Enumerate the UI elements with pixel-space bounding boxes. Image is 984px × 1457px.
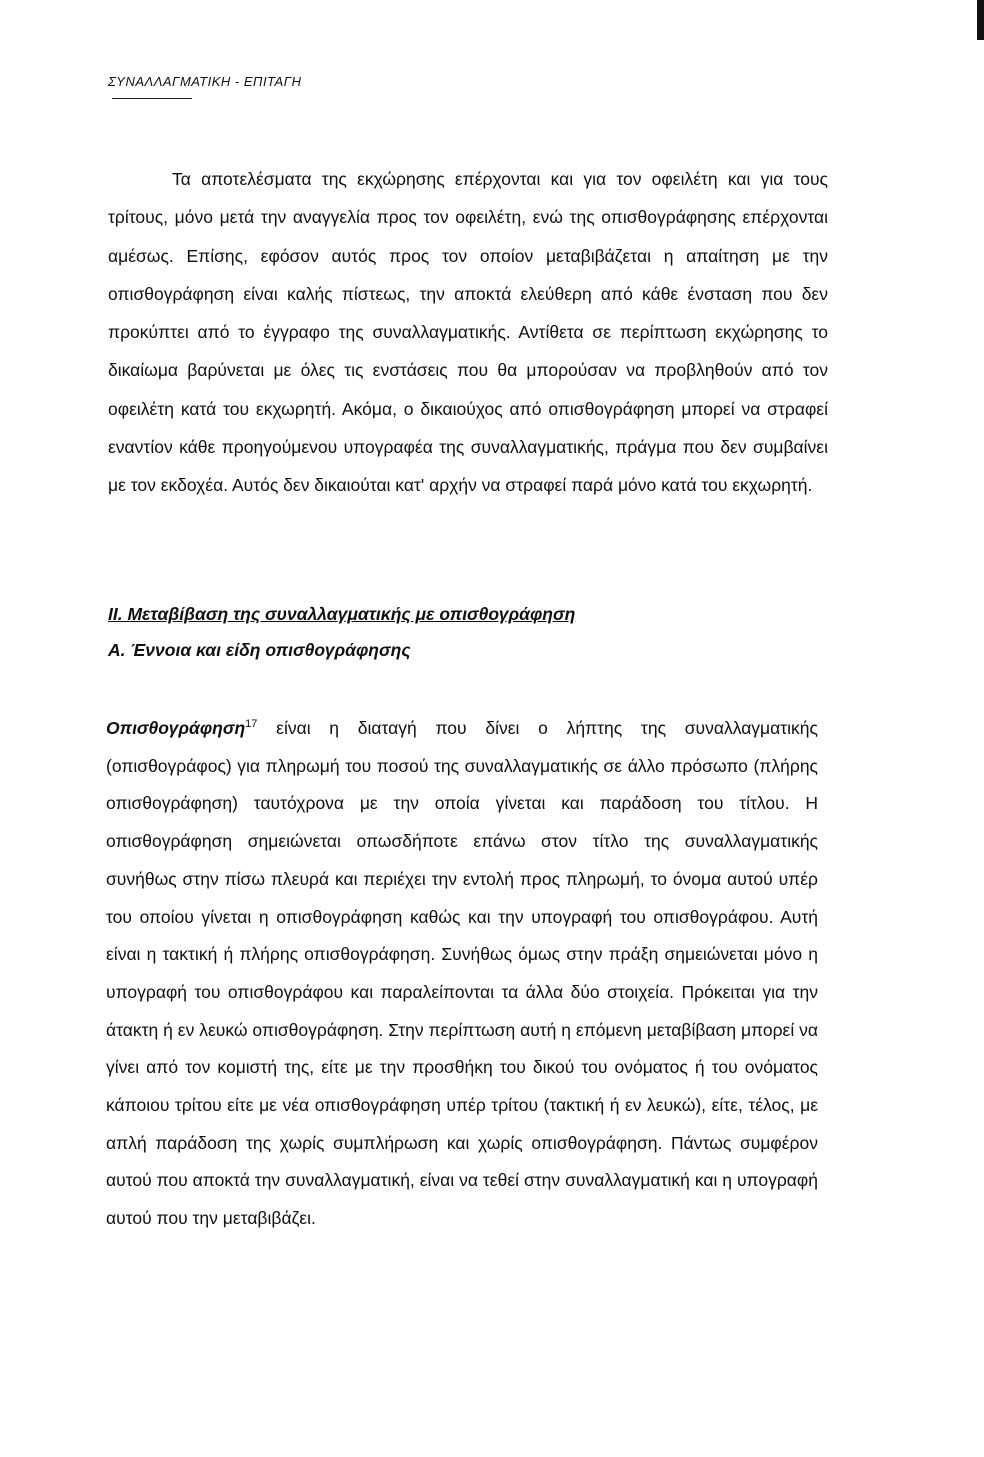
header-rule	[112, 98, 192, 99]
footnote-marker[interactable]: 17	[245, 718, 258, 731]
section-heading: II. Μεταβίβαση της συναλλαγματικής με οπισθογράφηση	[108, 604, 576, 624]
running-header: ΣΥΝΑΛΛΑΓΜΑΤΙΚΗ - ΕΠΙΤΑΓΗ	[108, 74, 302, 89]
defined-term: Οπισθογράφηση	[106, 718, 246, 738]
scan-edge-mark	[977, 0, 984, 40]
paragraph-2	[106, 710, 818, 1238]
paragraph-1: Τα αποτελέσματα της εκχώρησης επέρχονται και για τον οφειλέτη και για τους τρίτους, μόνο μετά την αναγγελία προς τον οφειλέτη, ενώ της οπισθογράφησης επέρχονται αμέσως. Επίσης, εφόσον αυτός προς τον οποίον μεταβιβάζεται η απαίτηση με την οπισθογράφηση είναι καλής πίστεως, την αποκτά ελεύθερη από κάθε ένσταση που δεν προκύπτει από το έγγραφο της συναλλαγματικής. Αντίθετα σε περίπτωση εκχώρησης το δικαίωμα βαρύνεται με όλες τις ενστάσεις που θα μπορούσαν να προβληθούν από τον οφειλέτη κατά του εκχωρητή. Ακόμα, ο δικαιούχος από οπισθογράφηση μπορεί να στραφεί εναντίον κάθε προηγούμενου υπογραφέα της συναλλαγματικής, πράγμα που δεν συμβαίνει με τον εκδοχέα. Αυτός δεν δικαιούται κατ' αρχήν να στραφεί παρά μόνο κατά του εκχωρητή.	[108, 169, 828, 496]
paragraph-2-text: είναι η διαταγή που δίνει ο λήπτης της συναλλαγματικής (οπισθογράφος) για πληρωμή του ποσού της συναλλαγματικής σε άλλο πρόσωπο (πλήρης οπισθογράφηση) ταυτόχρονα με την οποία γίνεται και παράδοση του τίτλου. Η οπισθογράφηση σημειώνεται οπωσδήποτε επάνω στον τίτλο της συναλλαγματικής συνήθως στην πίσω πλευρά και περιέχει την εντολή προς πληρωμή, το όνομα αυτού υπέρ του οποίου γίνεται η οπισθογράφηση καθώς και την υπογραφή του οπισθογράφου. Αυτή είναι η τακτική ή πλήρης οπισθογράφηση. Συνήθως όμως στην πράξη σημειώνεται μόνο η υπογραφή του οπισθογράφου και παραλείπονται τα άλλα δύο στοιχεία. Πρόκειται για την άτακτη ή εν λευκώ οπισθογράφηση. Στην περίπτωση αυτή η επόμενη μεταβίβαση μπορεί να γίνει από τον κομιστή της, είτε με την προσθήκη του δικού του ονόματος ή του ονόματος κάποιου τρίτου είτε με νέα οπισθογράφηση υπέρ τρίτου (τακτική ή εν λευκώ), είτε, τέλος, με απλή παράδοση της χωρίς συμπλήρωση και χωρίς οπισθογράφηση. Πάντως συμφέρον αυτού που αποκτά την συναλλαγματική, είναι να τεθεί στην συναλλαγματική και η υπογραφή αυτού που την μεταβιβάζει.	[106, 718, 818, 1229]
subsection-heading: Α. Έννοια και είδη οπισθογράφησης	[108, 640, 411, 660]
